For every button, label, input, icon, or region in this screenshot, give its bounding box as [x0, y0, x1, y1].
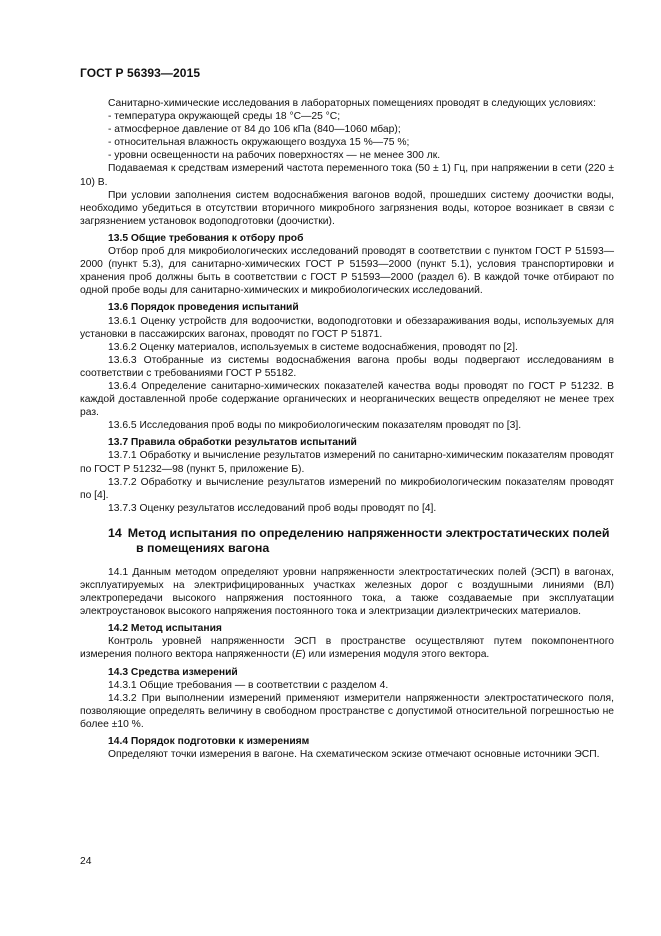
- section-14-2-text-b: ) или измерения модуля этого вектора.: [302, 649, 490, 661]
- condition-item: - уровни освещенности на рабочих поверхностях — не менее 300 лк.: [108, 150, 441, 162]
- clause-14-3-2: 14.3.2 При выполнении измерений применяют измерители напряженности электростатического поля, позволяющие определять величину в свободном пространстве с допустимой относительной погрешностью не более ±10 %.: [80, 692, 614, 730]
- intro-paragraph: Санитарно-химические исследования в лабораторных помещениях проводят в следующих условиях:: [108, 98, 596, 109]
- page-number: 24: [80, 856, 92, 867]
- water-paragraph: При условии заполнения систем водоснабжения вагонов водой, прошедших систему доочистки воды, необходимо убедиться в отсутствии вторичного микробного загрязнения воды, которое возникает в связи с загрязнением установок водоподготовки (доочистки).: [80, 189, 614, 227]
- vector-symbol: E: [295, 649, 303, 661]
- clause-13-7-2: 13.7.2 Обработку и вычисление результатов измерений по микробиологическим показателям проводят по [4].: [80, 476, 614, 501]
- document-body: [80, 97, 614, 761]
- section-14-2-text-a: Контроль уровней напряженности ЭСП в пространстве осуществляют путем покомпонентного измерения полного вектора напряженности (: [80, 636, 614, 661]
- section-14-4-heading: 14.4 Порядок подготовки к измерениям: [108, 736, 310, 748]
- condition-item: - относительная влажность окружающего воздуха 15 %—75 %;: [108, 137, 410, 149]
- clause-13-6-1: 13.6.1 Оценку устройств для водоочистки, водоподготовки и обеззараживания воды, используемых для установки в пассажирских вагонах, проводят по ГОСТ Р 51871.: [80, 315, 614, 340]
- document-header: ГОСТ Р 56393—2015: [80, 66, 201, 80]
- section-13-6-heading: 13.6 Порядок проведения испытаний: [108, 302, 299, 314]
- frequency-paragraph: Подаваемая к средствам измерений частота переменного тока (50 ± 1) Гц, при напряжении в сети (220 ± 10) В.: [80, 163, 614, 188]
- clause-14-1: 14.1 Данным методом определяют уровни напряженности электростатических полей (ЭСП) в вагонах, эксплуатируемых на электрифицированных участках железных дорог с воздушными линиями (ВЛ) электропередачи высокого напряжения постоянного тока, а также создаваемые при эксплуатации электроустановок высокого напряжения постоянного тока и электризации диэлектрических материалов.: [80, 566, 614, 618]
- clause-13-6-5: 13.6.5 Исследования проб воды по микробиологическим показателям проводят по [3].: [108, 420, 522, 432]
- clause-13-7-1: 13.7.1 Обработку и вычисление результатов измерений по санитарно-химическим показателям проводят по ГОСТ Р 51232—98 (пункт 5, приложение Б).: [80, 450, 614, 475]
- clause-13-7-3: 13.7.3 Оценку результатов исследований проб воды проводят по [4].: [108, 502, 437, 514]
- section-14-heading: [108, 526, 614, 557]
- clause-13-6-3: 13.6.3 Отобранные из системы водоснабжения вагона пробы воды подвергают исследованиям в соответствии с требованиями ГОСТ Р 55182.: [80, 354, 614, 379]
- section-14-4-text: Определяют точки измерения в вагоне. На схематическом эскизе отмечают основные источники ЭСП.: [108, 749, 600, 761]
- clause-13-6-2: 13.6.2 Оценку материалов, используемых в системе водоснабжения, проводят по [2].: [108, 341, 518, 353]
- section-13-5-text: Отбор проб для микробиологических исследований проводят в соответствии с пунктом ГОСТ Р 51593—2000 (пункт 5.3), для санитарно-химических ГОСТ Р 51593—2000 (пункт 5.1), условия транспортировки и хранения проб должны быть в соответствии с ГОСТ Р 51593—2000 (раздел 6). В каждой точке отбирают по одной пробе воды для санитарно-химических и микробиологических исследований.: [80, 246, 614, 297]
- section-14-3-heading: 14.3 Средства измерений: [108, 666, 238, 678]
- section-14-number: 14: [108, 525, 122, 540]
- section-13-5-heading: 13.5 Общие требования к отбору проб: [108, 232, 304, 244]
- condition-item: - атмосферное давление от 84 до 106 кПа (840—1060 мбар);: [108, 124, 401, 136]
- section-14-title: Метод испытания по определению напряженности электростатических полей в помещениях вагона: [127, 525, 610, 556]
- clause-14-3-1: 14.3.1 Общие требования — в соответствии с разделом 4.: [108, 679, 389, 691]
- section-14-2-heading: 14.2 Метод испытания: [108, 623, 222, 635]
- clause-13-6-4: 13.6.4 Определение санитарно-химических показателей качества воды проводят по ГОСТ Р 51232. В каждой доставленной пробе содержание органических и неорганических веществ определяют не менее трех раз.: [80, 380, 614, 419]
- condition-item: - температура окружающей среды 18 °С—25 °С;: [108, 111, 341, 123]
- section-13-7-heading: 13.7 Правила обработки результатов испытаний: [108, 437, 357, 449]
- section-14-2-text: [80, 635, 614, 661]
